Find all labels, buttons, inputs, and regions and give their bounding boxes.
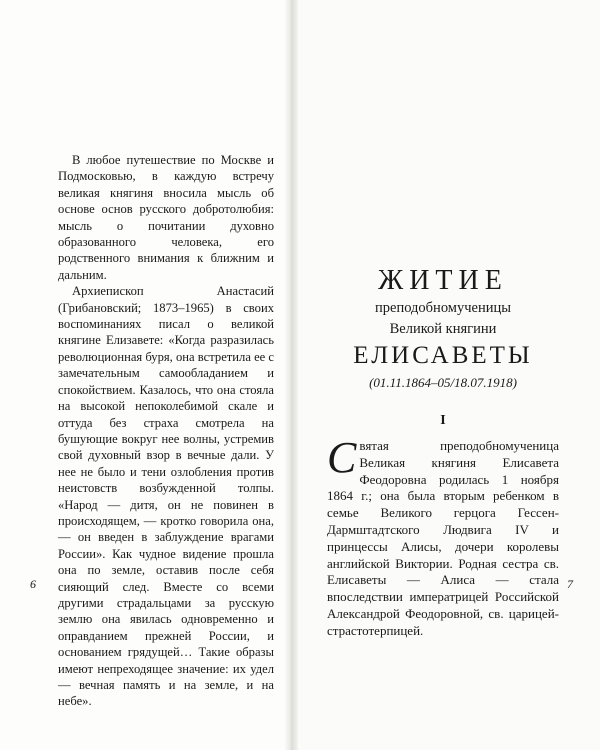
right-paragraph <box>327 433 559 640</box>
subtitle-line-2: Великой княгини <box>389 321 497 337</box>
right-paragraph-body: вятая преподобномученица Великая княгиня Елисавета Феодоровна родилась 1 ноября 1864 г.; она была вторым ребенком в семье Великого герцога Гессен-Дармштадтского Людвига IV и принцессы Алисы, дочери королевы английской Виктории. Родная сестра св. Елисаветы — Алиса — стала впоследствии императрицей Российской Александрой Феодоровной, св. царицей-страстотерпицей. <box>327 438 559 638</box>
life-dates: (01.11.1864–05/18.07.1918) <box>369 375 517 390</box>
right-page-text <box>327 433 559 640</box>
left-paragraph-1: В любое путешествие по Москве и Подмосковью, в каждую встречу великая княгиня вносила мысль об основе основ русского добротолюбия: мысль о почитании духовно образованного человека, его родственного внимания к ближним и дальним. <box>58 153 274 282</box>
book-gutter <box>284 0 298 750</box>
left-page-number: 6 <box>30 577 36 591</box>
subtitle-line-1: преподобномученицы <box>375 300 511 316</box>
title-block <box>318 265 568 391</box>
page-title: ЖИТИЕ <box>378 265 508 296</box>
chapter-number: I <box>440 413 446 428</box>
left-paragraph-2: Архиепископ Анастасий (Грибановский; 1873–1965) в своих воспоминаниях писал о великой княгине Елизавете: «Когда разразилась революционная буря, она встретила ее с замечательным самообладанием и спокойствием. Казалось, что она стояла на высокой непоколебимой скале и оттуда без страха смотрела на бушующие вокруг нее волны, устремив свой духовный взор в вечные дали. У нее не было и тени озлобления против неистовств возбужденной толпы. «Народ — дитя, он не повинен в происходящем, — кротко говорила она, — он введен в заблуждение врагами России». Как чудное видение прошла она по земле, оставив после себя сияющий след. Вместе со всеми другими страдальцами за русскую землю она явилась одновременно и оправданием прежней России, и основанием грядущей… Такие образы имеют непреходящее значение: их удел — вечная память и на земле, и на небе». <box>58 284 274 709</box>
right-page-number: 7 <box>567 577 573 591</box>
saint-name: ЕЛИСАВЕТЫ <box>353 342 533 369</box>
drop-cap: С <box>327 433 357 482</box>
left-page-text <box>58 152 274 710</box>
